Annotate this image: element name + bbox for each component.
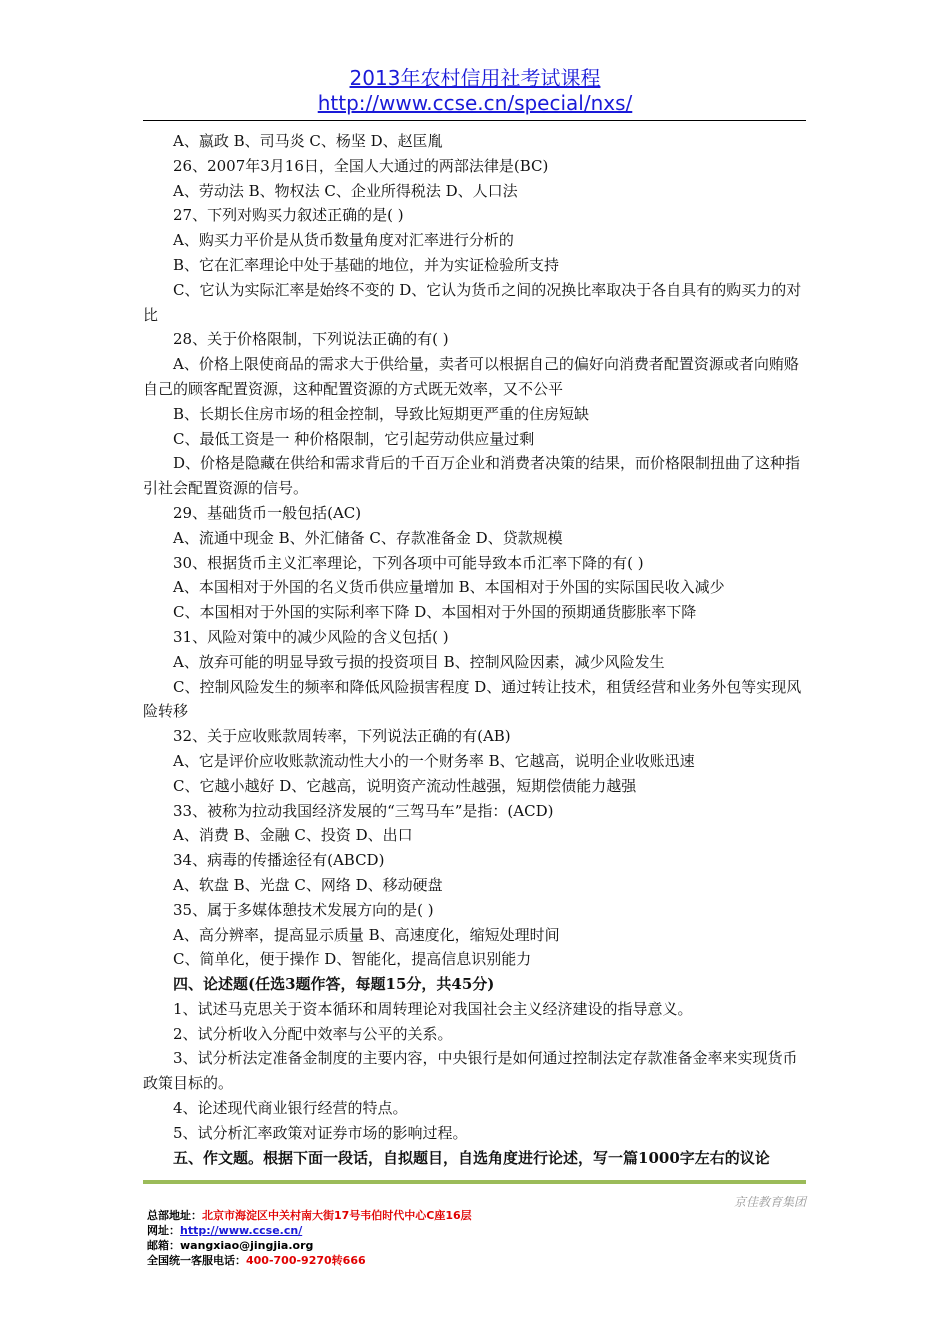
question-32: 32、关于应收账款周转率，下列说法正确的有(AB) xyxy=(173,727,511,746)
footer-phone xyxy=(147,1253,472,1268)
footer-divider xyxy=(143,1180,806,1184)
course-title-link[interactable]: 2013年农村信用社考试课程 xyxy=(349,66,601,90)
brand-watermark: 京佳教育集团 xyxy=(733,1195,806,1209)
text-line: C、本国相对于外国的实际利率下降 D、本国相对于外国的预期通货膨胀率下降 xyxy=(173,603,697,622)
text-line: A、它是评价应收账款流动性大小的一个财务率 B、它越高，说明企业收账迅速 xyxy=(173,751,695,770)
essay-question: 3、试分析法定准备金制度的主要内容，中央银行是如何通过控制法定存款准备金率来实现货币政策目标的。 xyxy=(143,1049,798,1093)
essay-question: 5、试分析汇率政策对证券市场的影响过程。 xyxy=(173,1123,468,1142)
footer-address xyxy=(147,1208,472,1223)
phone-label: 全国统一客服电话： xyxy=(147,1254,246,1267)
text-line: A、购买力平价是从货币数量角度对汇率进行分析的 xyxy=(173,231,514,250)
question-30: 30、根据货币主义汇率理论，下列各项中可能导致本币汇率下降的有( ) xyxy=(173,553,644,572)
page-footer xyxy=(147,1208,472,1268)
footer-site xyxy=(147,1223,472,1238)
text-line: A、软盘 B、光盘 C、网络 D、移动硬盘 xyxy=(173,875,443,894)
essay-question: 2、试分析收入分配中效率与公平的关系。 xyxy=(173,1024,453,1043)
text-line: A、流通中现金 B、外汇储备 C、存款准备金 D、贷款规模 xyxy=(173,528,563,547)
course-url-link[interactable]: http://www.ccse.cn/special/nxs/ xyxy=(317,91,633,115)
text-line: A、消费 B、金融 C、投资 D、出口 xyxy=(173,826,413,845)
site-label: 网址： xyxy=(147,1224,180,1237)
phone-value: 400-700-9270转666 xyxy=(246,1254,366,1267)
page-header xyxy=(0,66,950,116)
text-line: A、价格上限使商品的需求大于供给量，卖者可以根据自己的偏好向消费者配置资源或者向贿赂自己的顾客配置资源，这种配置资源的方式既无效率，又不公平 xyxy=(143,355,799,398)
text-line: C、它认为实际汇率是始终不变的 D、它认为货币之间的况换比率取决于各自具有的购买力的对比 xyxy=(143,280,802,324)
question-28: 28、关于价格限制，下列说法正确的有( ) xyxy=(173,330,449,349)
section-heading-essay: 四、论述题(任选3题作答，每题15分，共45分) xyxy=(173,975,495,994)
question-26: 26、2007年3月16日，全国人大通过的两部法律是(BC) xyxy=(173,156,549,175)
text-line: D、价格是隐藏在供给和需求背后的千百万企业和消费者决策的结果，而价格限制扭曲了这种指引社会配置资源的信号。 xyxy=(143,454,801,498)
essay-question: 4、论述现代商业银行经营的特点。 xyxy=(173,1099,408,1118)
question-31: 31、风险对策中的减少风险的含义包括( ) xyxy=(173,627,449,646)
email-value: wangxiao@jingjia.org xyxy=(180,1239,314,1252)
header-divider xyxy=(143,120,806,121)
address-label: 总部地址： xyxy=(147,1209,202,1222)
text-line: A、高分辨率，提高显示质量 B、高速度化，缩短处理时间 xyxy=(173,925,560,944)
text-line: A、放弃可能的明显导致亏损的投资项目 B、控制风险因素，减少风险发生 xyxy=(173,652,665,671)
address-value: 北京市海淀区中关村南大街17号韦伯时代中心C座16层 xyxy=(202,1209,472,1222)
site-link[interactable]: http://www.ccse.cn/ xyxy=(180,1224,303,1237)
document-body xyxy=(143,129,806,1170)
essay-question: 1、试述马克思关于资本循环和周转理论对我国社会主义经济建设的指导意义。 xyxy=(173,999,693,1018)
text-line: B、它在汇率理论中处于基础的地位，并为实证检验所支持 xyxy=(173,255,560,274)
question-35: 35、属于多媒体憩技术发展方向的是( ) xyxy=(173,900,434,919)
text-line: B、长期长住房市场的租金控制，导致比短期更严重的住房短缺 xyxy=(173,404,590,423)
question-27: 27、下列对购买力叙述正确的是( ) xyxy=(173,206,404,225)
text-line: A、本国相对于外国的名义货币供应量增加 B、本国相对于外国的实际国民收入减少 xyxy=(173,578,725,597)
text-line: A、嬴政 B、司马炎 C、杨坚 D、赵匡胤 xyxy=(173,132,443,150)
text-line: C、控制风险发生的频率和降低风险损害程度 D、通过转让技术，租赁经营和业务外包等实现风险转移 xyxy=(143,677,802,721)
question-33: 33、被称为拉动我国经济发展的“三驾马车”是指：(ACD) xyxy=(173,801,554,820)
text-line: C、它越小越好 D、它越高，说明资产流动性越强，短期偿债能力越强 xyxy=(173,776,637,795)
footer-email xyxy=(147,1238,472,1253)
email-label: 邮箱： xyxy=(147,1239,180,1252)
question-34: 34、病毒的传播途径有(ABCD) xyxy=(173,851,385,870)
section-heading-composition: 五、作文题。根据下面一段话，自拟题目，自选角度进行论述，写一篇1000字左右的议论 xyxy=(173,1148,770,1167)
text-line: A、劳动法 B、物权法 C、企业所得税法 D、人口法 xyxy=(173,181,518,200)
text-line: C、最低工资是一 种价格限制，它引起劳动供应量过剩 xyxy=(173,429,535,448)
question-29: 29、基础货币一般包括(AC) xyxy=(173,503,362,522)
text-line: C、简单化，便于操作 D、智能化，提高信息识别能力 xyxy=(173,950,532,969)
